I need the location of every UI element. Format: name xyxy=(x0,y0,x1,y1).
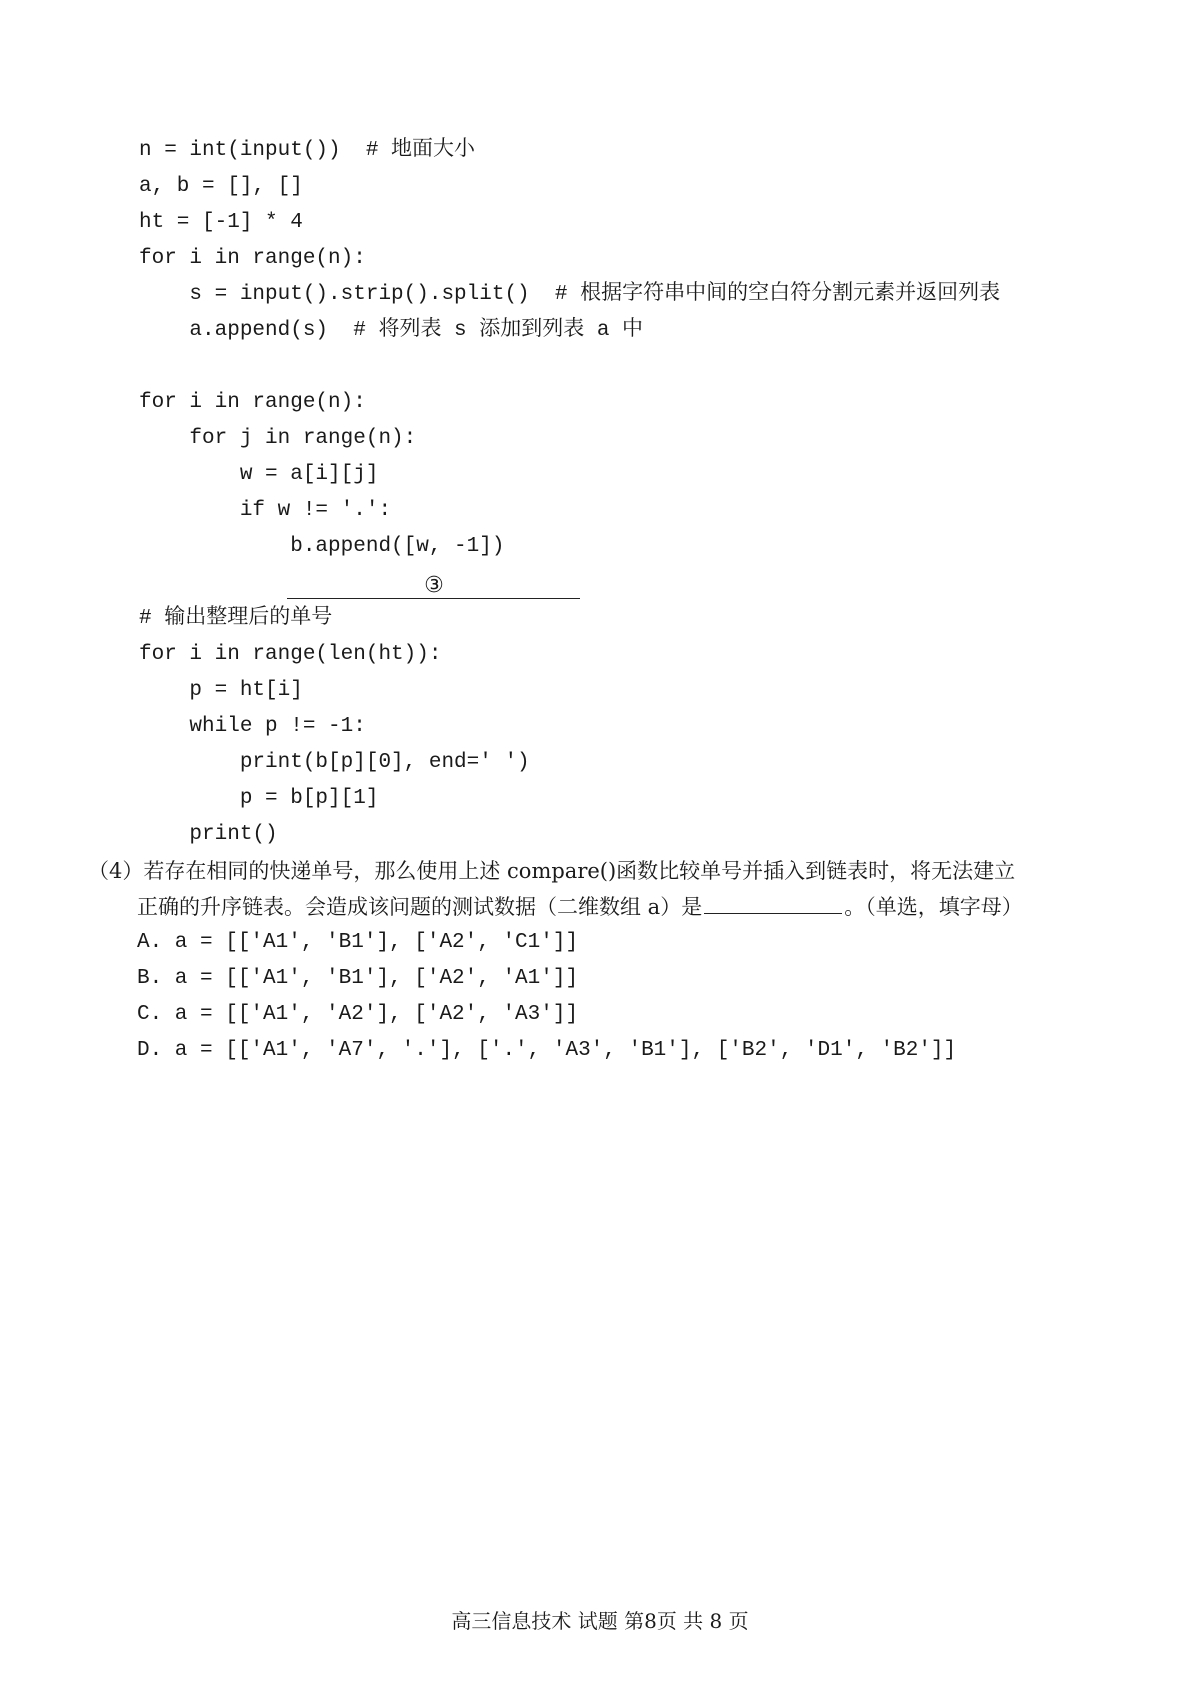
option-d[interactable]: D. a = [['A1', 'A7', '.'], ['.', 'A3', 'B1'], ['B2', 'D1', 'B2']] xyxy=(137,1039,957,1062)
code-line: w = a[i][j] xyxy=(139,463,379,486)
code-line: ht = [-1] * 4 xyxy=(139,211,303,234)
page-footer: 高三信息技术 试题 第8页 共 8 页 xyxy=(451,1609,749,1633)
question-4-first-line xyxy=(88,858,1015,884)
code-line: b.append([w, -1]) xyxy=(139,535,505,558)
code-block xyxy=(0,0,1001,846)
question-4-second-line xyxy=(137,894,1023,920)
option-c[interactable]: C. a = [['A1', 'A2'], ['A2', 'A3']] xyxy=(137,1003,579,1026)
answer-blank[interactable] xyxy=(704,895,842,914)
question-text-line1: 若存在相同的快递单号，那么使用上述 compare()函数比较单号并插入到链表时，将无法建立 xyxy=(143,859,1016,883)
question-text-line2-end: 。（单选，填字母） xyxy=(844,895,1023,919)
blank-3-line[interactable] xyxy=(287,598,580,599)
code-line: if w != '.': xyxy=(139,499,392,522)
code-line: s = input().strip().split() # 根据字符串中间的空白符分割元素并返回列表 xyxy=(139,283,1001,306)
code-line: print() xyxy=(139,823,278,846)
code-line: p = b[p][1] xyxy=(139,787,379,810)
code-line: n = int(input()) # 地面大小 xyxy=(139,139,476,162)
code-line: for i in range(n): xyxy=(139,391,366,414)
code-line: for i in range(len(ht)): xyxy=(139,643,442,666)
code-line: for i in range(n): xyxy=(139,247,366,270)
option-b[interactable]: B. a = [['A1', 'B1'], ['A2', 'A1']] xyxy=(137,967,579,990)
code-line: while p != -1: xyxy=(139,715,366,738)
blank-3-label: ③ xyxy=(424,573,444,598)
option-a[interactable]: A. a = [['A1', 'B1'], ['A2', 'C1']] xyxy=(137,931,579,954)
question-text-line2: 正确的升序链表。会造成该问题的测试数据（二维数组 a）是 xyxy=(137,895,703,919)
code-line: a, b = [], [] xyxy=(139,175,303,198)
code-line: # 输出整理后的单号 xyxy=(139,607,333,630)
question-number: （4） xyxy=(88,859,144,883)
code-line: for j in range(n): xyxy=(139,427,417,450)
code-line: p = ht[i] xyxy=(139,679,303,702)
code-line: a.append(s) # 将列表 s 添加到列表 a 中 xyxy=(139,319,644,342)
code-line: print(b[p][0], end=' ') xyxy=(139,751,530,774)
